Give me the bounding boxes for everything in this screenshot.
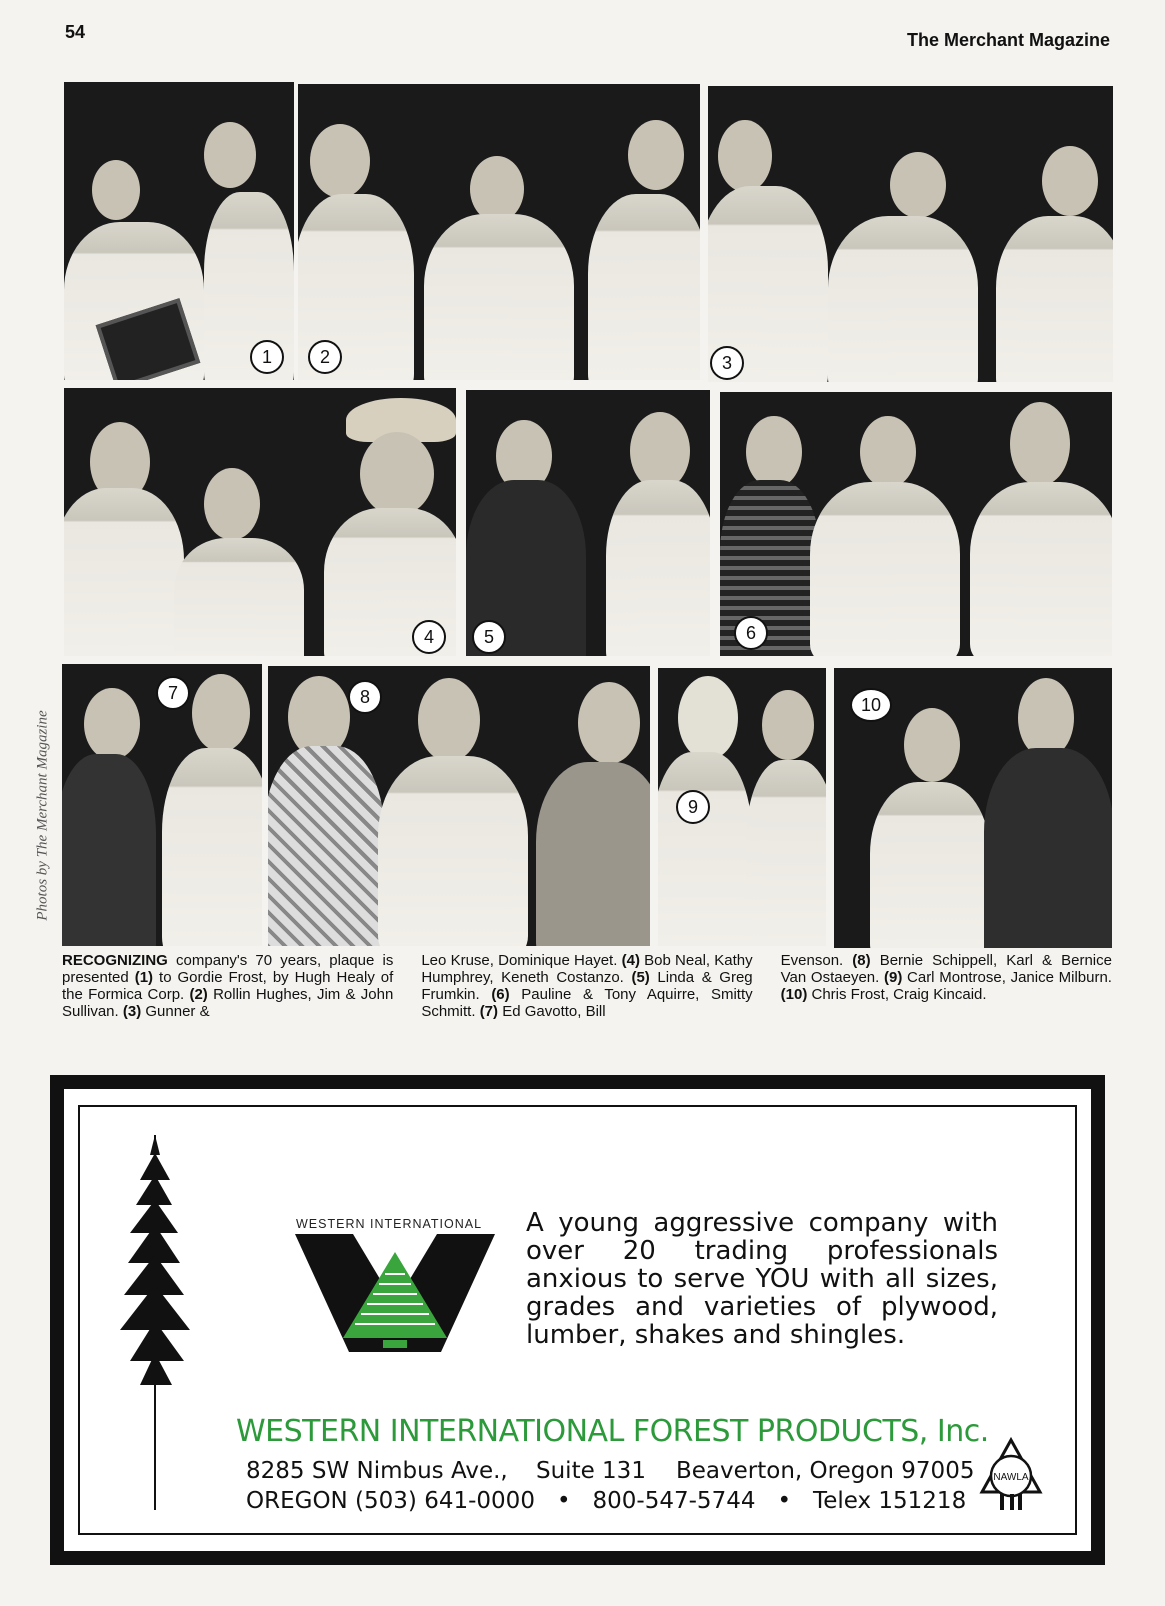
photo-badge-9: 9 bbox=[676, 790, 710, 824]
photo-badge-8: 8 bbox=[348, 680, 382, 714]
photo-9 bbox=[658, 668, 826, 946]
photo-10 bbox=[834, 668, 1112, 948]
photo-badge-5: 5 bbox=[472, 620, 506, 654]
photo-6 bbox=[720, 392, 1112, 656]
western-international-logo bbox=[295, 1234, 495, 1352]
caption-column-2: Leo Kruse, Dominique Hayet. (4) Bob Neal, Kathy Humphrey, Keneth Costanzo. (5) Linda & Greg Frumkin. (6) Pauline & Tony Aquirre, Smitty Schmitt. (7) Ed Gavotto, Bill bbox=[421, 952, 753, 1020]
photo-credit: Photos by The Merchant Magazine bbox=[34, 709, 51, 921]
ad-address-block bbox=[246, 1456, 974, 1516]
photo-badge-6: 6 bbox=[734, 616, 768, 650]
caption-column-1: RECOGNIZING company's 70 years, plaque is presented (1) to Gordie Frost, by Hugh Healy of the Formica Corp. (2) Rollin Hughes, Jim & John Sullivan. (3) Gunner & bbox=[62, 952, 394, 1020]
photo-4 bbox=[64, 388, 456, 656]
ad-bullet-2: • bbox=[777, 1488, 792, 1514]
photo-caption bbox=[62, 952, 1112, 1020]
photo-badge-7: 7 bbox=[156, 676, 190, 710]
photo-2 bbox=[298, 84, 700, 380]
photo-7 bbox=[62, 664, 262, 946]
photo-5 bbox=[466, 390, 710, 656]
photo-1 bbox=[64, 82, 294, 380]
ad-phone-local: OREGON (503) 641-0000 bbox=[246, 1488, 535, 1514]
fir-tree-illustration bbox=[100, 1125, 210, 1515]
photo-badge-10: 10 bbox=[850, 688, 892, 722]
logo-label: WESTERN INTERNATIONAL bbox=[296, 1217, 483, 1231]
caption-column-3: Evenson. (8) Bernie Schippell, Karl & Bernice Van Ostaeyen. (9) Carl Montrose, Janice Milburn. (10) Chris Frost, Craig Kincaid. bbox=[780, 952, 1112, 1003]
ad-body-text: A young aggressive company with over 20 trading professionals anxious to serve YOU with all sizes, grades and varieties of plywood, lumber, shakes and shingles. bbox=[526, 1208, 998, 1350]
nawla-seal-icon bbox=[978, 1436, 1044, 1512]
ad-city: Beaverton, Oregon 97005 bbox=[676, 1458, 975, 1484]
svg-text:NAWLA: NAWLA bbox=[993, 1472, 1029, 1483]
ad-company-name: WESTERN INTERNATIONAL FOREST PRODUCTS, Inc. bbox=[236, 1414, 989, 1449]
photo-badge-1: 1 bbox=[250, 340, 284, 374]
photo-3 bbox=[708, 86, 1113, 382]
ad-bullet-1: • bbox=[556, 1488, 571, 1514]
photo-badge-2: 2 bbox=[308, 340, 342, 374]
photo-badge-3: 3 bbox=[710, 346, 744, 380]
photo-8 bbox=[268, 666, 650, 946]
page-number: 54 bbox=[65, 22, 86, 42]
ad-suite: Suite 131 bbox=[536, 1458, 646, 1484]
magazine-title: The Merchant Magazine bbox=[906, 30, 1110, 50]
ad-phone-toll: 800-547-5744 bbox=[592, 1488, 756, 1514]
ad-telex: Telex 151218 bbox=[813, 1488, 967, 1514]
ad-street: 8285 SW Nimbus Ave., bbox=[246, 1458, 508, 1484]
photo-badge-4: 4 bbox=[412, 620, 446, 654]
